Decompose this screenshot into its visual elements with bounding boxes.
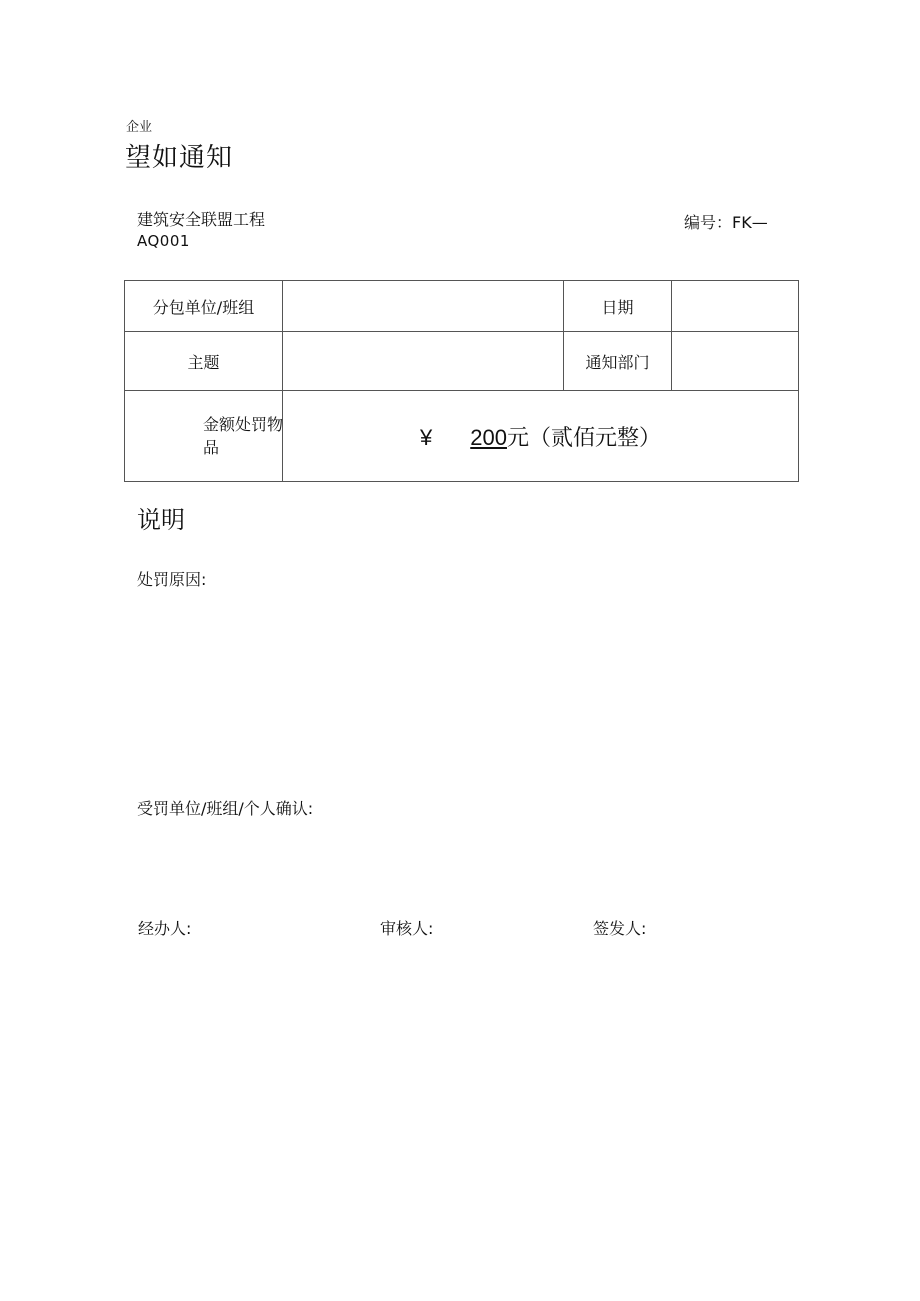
- department-label: 通知部门: [564, 332, 672, 391]
- penalty-reason-label: 处罚原因:: [137, 570, 207, 589]
- penalty-amount-cell[interactable]: [283, 391, 799, 482]
- company-label: 企业: [126, 120, 153, 135]
- subcontractor-label: 分包单位/班组: [125, 281, 283, 332]
- serial-number-label: 编号：FK—: [684, 213, 768, 232]
- handler-signature-label: 经办人:: [138, 919, 192, 938]
- issuer-signature-label: 签发人:: [593, 919, 647, 938]
- penalty-label: 金额处罚物品: [203, 415, 284, 457]
- project-code: AQ001: [137, 232, 190, 250]
- date-label: 日期: [564, 281, 672, 332]
- currency-symbol: ¥: [420, 424, 433, 450]
- form-row-subject: [125, 332, 799, 391]
- subcontractor-value[interactable]: [283, 281, 564, 332]
- confirmation-label: 受罚单位/班组/个人确认:: [137, 799, 314, 818]
- penalty-amount-text: 元（贰佰元整）: [506, 424, 661, 450]
- project-name: 建筑安全联盟工程: [137, 210, 266, 229]
- date-value[interactable]: [672, 281, 799, 332]
- subject-label: 主题: [125, 332, 283, 391]
- document-title: 望如通知: [125, 143, 234, 173]
- description-title: 说明: [137, 506, 185, 534]
- penalty-amount: 200: [470, 424, 507, 450]
- form-row-subcontractor: [125, 281, 799, 332]
- penalty-form-table: [124, 280, 799, 482]
- form-row-penalty: [125, 391, 799, 482]
- reviewer-signature-label: 审核人:: [380, 919, 434, 938]
- penalty-label-cell: [125, 391, 283, 482]
- department-value[interactable]: [672, 332, 799, 391]
- subject-value[interactable]: [283, 332, 564, 391]
